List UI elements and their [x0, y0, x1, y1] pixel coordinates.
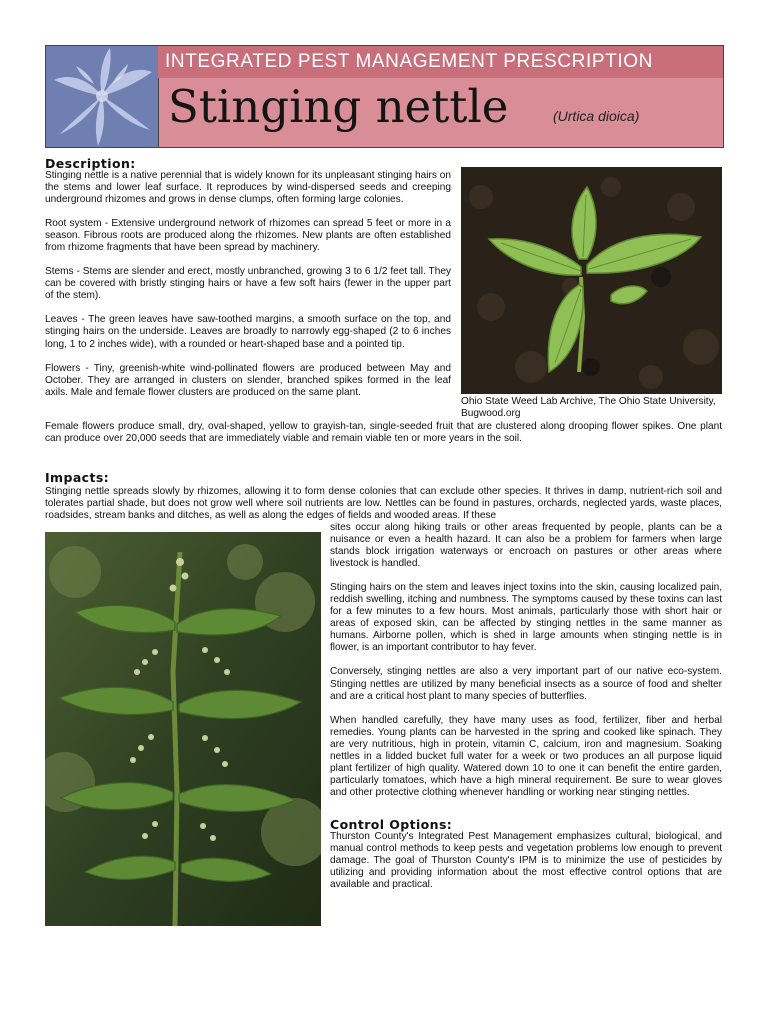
nettle-seedling-photo — [461, 167, 722, 394]
leaves-paragraph: Leaves - The green leaves have saw-toothed margins, a smooth surface on the top, and stinging hairs on the underside. Leaves are broadly to narrowly egg-shaped (2 to 6 inches long, 1 to 2 inches wide), with a rounded or heart-shaped base and a pointed tip. — [45, 314, 451, 350]
program-banner: INTEGRATED PEST MANAGEMENT PRESCRIPTION — [158, 46, 723, 78]
impacts-paragraph-intro: Stinging nettle spreads slowly by rhizomes, allowing it to form dense colonies that can exclude other species. It thrives in damp, nutrient-rich soil and tolerates partial shade, but does not grow well where soil nutrients are low. Nettles can be found in pastures, orchards, neglected yards, waste places, roadsides, stream banks and ditches, as well as along the edges of fields and wooded areas. If these — [45, 486, 722, 522]
description-paragraph: Stinging nettle is a native perennial that is widely known for its unpleasant stinging hairs on the stems and lower leaf surface. It reproduces by wind-dispersed seeds and creeping underground rhizomes and grows in dense clumps, often forming large colonies. — [45, 170, 451, 206]
flowers-paragraph: Flowers - Tiny, greenish-white wind-pollinated flowers are produced between May and October. They are arranged in clusters on slender, branched spikes formed in the leaf axils. Male and female flower clusters are produced on the same plant. — [45, 362, 451, 398]
stems-paragraph: Stems - Stems are slender and erect, mostly unbranched, growing 3 to 6 1/2 feet tall. They can be covered with bristly stinging hairs or have a few soft hairs (fewer in the upper part of the stem). — [45, 266, 451, 302]
photo-caption: Ohio State Weed Lab Archive, The Ohio State University, Bugwood.org — [461, 396, 716, 419]
nettle-logo-image — [46, 46, 159, 147]
impacts-text-column — [330, 522, 722, 799]
header — [45, 45, 724, 148]
native-ecosystem-paragraph: Conversely, stinging nettles are also a very important part of our native eco-system. Stinging nettles are utilized by many beneficial insects as a source of food and shelter and are a critical host plant to many species of butterflies. — [330, 666, 722, 702]
stinging-hairs-paragraph: Stinging hairs on the stem and leaves inject toxins into the skin, causing localized pain, reddish swelling, itching and numbness. The symptoms caused by these toxins can last for a few minutes to a few hours. Most animals, particularly those with short hair or areas of exposed skin, can be affected by stinging nettles in the same manner as humans. Airborne pollen, which is shed in large amounts when stinging nettle is in flower, is an important contributor to hay fever. — [330, 582, 722, 654]
description-heading: Description: — [45, 156, 136, 171]
impacts-heading: Impacts: — [45, 470, 110, 485]
description-text — [45, 170, 451, 399]
flowering-nettle-photo — [45, 532, 321, 926]
flowers-paragraph-continued: Female flowers produce small, dry, oval-shaped, yellow to grayish-tan, single-seeded fruit that are clustered along drooping flower spikes. One plant can produce over 20,000 seeds that are immediately viable and remain viable ten or more years in the soil. — [45, 421, 722, 445]
uses-paragraph: When handled carefully, they have many uses as food, fertilizer, fiber and herbal remedies. Young plants can be harvested in the spring and cooked like spinach. They are very nutritious, high in protein, vitamin C, calcium, iron and magnesium. Soaking nettles in a lidded bucket full water for a week or two produces an all purpose liquid plant fertilizer of high quality. Watered down 10 to one it can benefit the entire garden, particularly tomatoes, which have a high mineral requirement. Be sure to wear gloves and other protective clothing whenever handling or working near stinging nettles. — [330, 714, 722, 798]
impacts-paragraph-continued: sites occur along hiking trails or other areas frequented by people, plants can be a nuisance or even a health hazard. It can also be a problem for farmers when large stands block irrigation waterways or encroach on pastures or other areas where livestock is handled. — [330, 522, 722, 570]
control-options-heading: Control Options: — [330, 817, 453, 832]
scientific-name: (Urtica dioica) — [553, 108, 640, 124]
page-title: Stinging nettle — [168, 80, 509, 133]
control-options-paragraph: Thurston County's Integrated Pest Management emphasizes cultural, biological, and manual control methods to keep pests and vegetation problems low enough to prevent damage. The goal of Thurston County's IPM is to minimize the use of pesticides by utilizing and providing information about the most effective control options that are available and practical. — [330, 831, 722, 891]
root-system-paragraph: Root system - Extensive underground network of rhizomes can spread 5 feet or more in a season. Fibrous roots are produced along the rhizomes. New plants are often established from rhizome fragments that have been spread by machinery. — [45, 218, 451, 254]
